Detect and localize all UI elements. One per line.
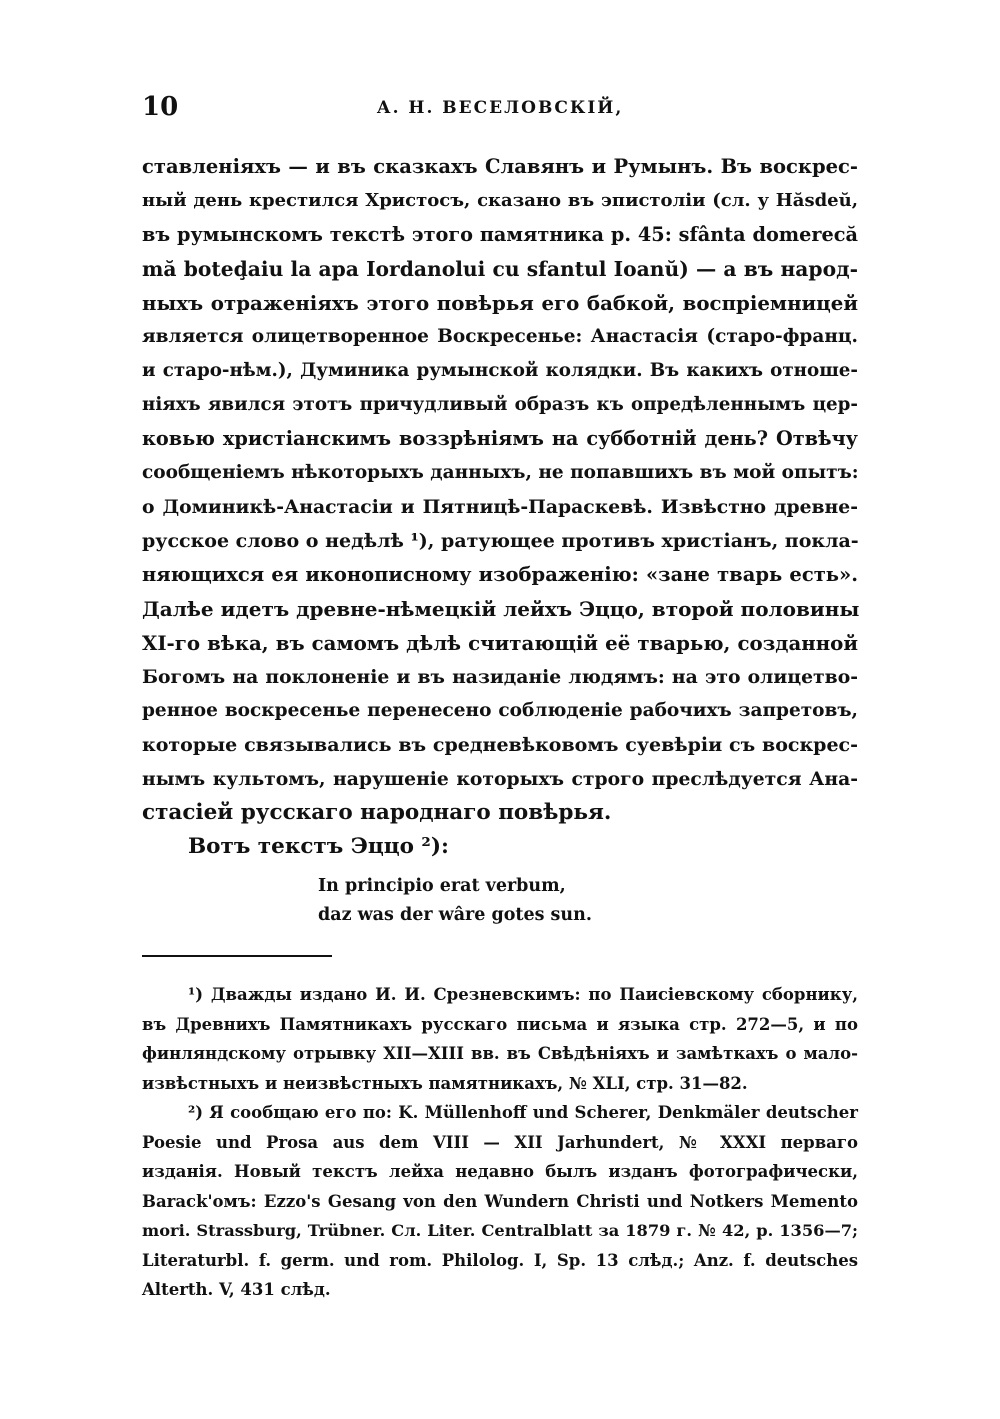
page-header <box>142 92 858 126</box>
text-line: Вотъ текстъ Эццо ²): <box>188 834 449 859</box>
footnote-line: въ Древнихъ Памятникахъ русскаго письма и языка стр. 272—5, и по <box>142 1014 858 1034</box>
footnote-line: ²) Я сообщаю его по: K. Müllenhoff und Scherer, Denkmäler deutscher <box>188 1103 858 1122</box>
text-line: стасіей русскаго народнаго повѣрья. <box>142 800 612 825</box>
text-line: нымъ культомъ, нарушеніе которыхъ строго преслѣдуется Ана- <box>142 768 858 790</box>
text-line: няющихся ея иконописному изображенію: «зане тварь есть». <box>142 563 858 586</box>
verse-line: daz was der wâre gotes sun. <box>318 905 592 925</box>
text-line: сообщеніемъ нѣкоторыхъ данныхъ, не попавшихъ въ мой опытъ: <box>142 462 859 483</box>
text-line: русское слово о недѣлѣ ¹), ратующее противъ христіанъ, покла- <box>142 530 859 552</box>
text-line: ставленіяхъ — и въ сказкахъ Славянъ и Румынъ. Въ воскрес- <box>142 155 858 178</box>
text-line: и старо-нѣм.), Думиника румынской колядки. Въ какихъ отноше- <box>142 360 858 381</box>
footnote-line: извѣстныхъ и неизвѣстныхъ памятникахъ, № XLI, стр. 31—82. <box>142 1073 748 1093</box>
footnotes <box>142 980 858 1305</box>
verse-line: In principio erat verbum, <box>318 876 566 896</box>
text-line: Богомъ на поклоненіе и въ назиданіе людямъ: на это олицетво- <box>142 666 858 688</box>
footnote-line: изданія. Новый текстъ лейха недавно былъ изданъ фотографически, <box>142 1162 858 1181</box>
footnote-line: Barack'омъ: Ezzo's Gesang von den Wundern Christi und Notkers Memento <box>142 1191 858 1211</box>
body-text <box>142 150 858 864</box>
verse-quote <box>318 872 592 930</box>
text-line: о Доминикѣ-Анастасіи и Пятницѣ-Параскевѣ. Извѣстно древне- <box>142 496 858 518</box>
running-title: А. Н. ВЕСЕЛОВСКІЙ, <box>376 98 624 118</box>
text-line: Далѣе идетъ древне-нѣмецкій лейхъ Эццо, второй половины <box>142 597 860 621</box>
text-line: ныхъ отраженіяхъ этого повѣрья его бабкой, воспріемницей <box>142 291 858 315</box>
footnote-line: Literaturbl. f. germ. und rom. Philolog. I, Sp. 13 слѣд.; Anz. f. deutsches <box>142 1250 858 1270</box>
footnote-divider <box>142 955 332 957</box>
text-line: ный день крестился Христосъ, сказано въ эпистоліи (сл. у Hăsdeŭ, <box>142 190 858 211</box>
text-line: ковью христіанскимъ воззрѣніямъ на субботній день? Отвѣчу <box>142 427 858 450</box>
text-line: является олицетворенное Воскресенье: Анастасія (старо-франц. <box>142 326 858 347</box>
text-line: которые связывались въ средневѣковомъ суевѣріи съ воскрес- <box>142 734 858 756</box>
text-line: ніяхъ явился этотъ причудливый образъ къ опредѣленнымъ цер- <box>142 394 858 415</box>
footnote-line: Poesie und Prosa aus dem VIII — XII Jarhundert, № XXXI перваго <box>142 1132 858 1152</box>
page-number: 10 <box>142 92 179 122</box>
footnote-line: финляндскому отрывку XII—XIII вв. въ Свѣдѣніяхъ и замѣткахъ о мало- <box>142 1044 858 1063</box>
text-line: mă boteḑaiu la apa Iordanolui cu sfantul Ioanŭ) — а въ народ- <box>142 257 858 281</box>
footnote-line: Alterth. V, 431 слѣд. <box>142 1280 331 1299</box>
text-line: въ румынскомъ текстѣ этого памятника р. 45: sfânta domerecă <box>142 223 858 246</box>
text-line: ренное воскресенье перенесено соблюденіе рабочихъ запретовъ, <box>142 700 858 721</box>
text-line: XI-го вѣка, въ самомъ дѣлѣ считающій её тварью, созданной <box>142 631 858 655</box>
footnote-line: mori. Strassburg, Trübner. Сл. Liter. Centralblatt за 1879 г. № 42, р. 1356—7; <box>142 1221 858 1240</box>
footnote-line: ¹) Дважды издано И. И. Срезневскимъ: по Паисіевскому сборнику, <box>188 985 858 1004</box>
